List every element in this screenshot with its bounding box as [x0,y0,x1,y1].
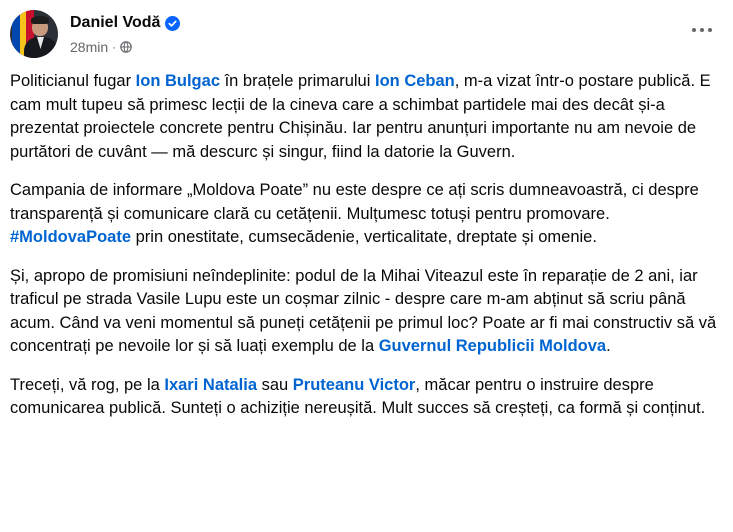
text: , m-a vizat într-o postare publică. E cam mult tupeu să primesc lecții de la cineva care a schimbat partidele mai des decât și-a prezentat proiectele concrete pentru Chișinău. Iar pentru anunțuri importante nu am nevoie de purtători de cuvânt — mă descurc și singur, fiind la datorie la Guvern. [10,72,711,161]
post-header [10,10,723,60]
verified-badge-icon [165,16,180,31]
post-meta [70,39,132,55]
text: Treceți, vă rog, pe la [10,375,165,394]
text: Politicianul fugar [10,72,136,90]
globe-icon[interactable] [120,41,132,53]
hashtag-moldovapoate[interactable]: #MoldovaPoate [10,228,132,246]
paragraph-3 [10,265,720,359]
more-options-icon[interactable] [689,20,715,40]
text: sau [257,375,293,394]
mention-pruteanu-victor[interactable]: Pruteanu Victor [292,375,416,394]
author-name-row [70,14,180,32]
text: în brațele primarului [220,72,375,90]
author-avatar[interactable] [10,10,58,58]
text: , măcar pentru o instruire despre comunicarea publică. Sunteți o achiziție nereușită. Mult succes să creșteți, ca formă și conținut. [10,375,706,417]
avatar-flag-blue [12,10,20,58]
post-timestamp[interactable]: 28min [70,39,109,55]
text: Campania de informare „Moldova Poate” nu este despre ce ați scris dumneavoastră, ci despre transparență și comunicare clară cu cetățenii. Mulțumesc totuși pentru promovare. [10,181,699,223]
mention-guvernul-republicii-moldova[interactable]: Guvernul Republicii Moldova [378,337,607,355]
paragraph-1 [10,70,720,164]
paragraph-2 [10,179,720,250]
post-body [10,70,720,436]
more-dot [708,28,712,32]
paragraph-4 [10,374,720,421]
more-dot [700,28,704,32]
text: Și, apropo de promisiuni neîndeplinite: podul de la Mihai Viteazul este în reparație de 2 ani, iar traficul pe strada Vasile Lupu este un coșmar zilnic - despre care m-am abținut să scriu până acum. Când va veni momentul să puneți cetățenii pe primul loc? Poate ar fi mai constructiv să vă concentrați pe nevoile lor și să luați exemplu de la [10,266,717,355]
more-dot [692,28,696,32]
meta-separator: · [112,40,117,54]
avatar-hair [31,16,49,24]
mention-ion-bulgac[interactable]: Ion Bulgac [135,72,220,90]
text: prin onestitate, cumsecădenie, verticalitate, dreptate și omenie. [131,228,597,246]
mention-ixari-natalia[interactable]: Ixari Natalia [164,375,258,394]
author-name[interactable]: Daniel Vodă [70,14,161,31]
text: . [606,337,611,355]
mention-ion-ceban[interactable]: Ion Ceban [375,72,455,90]
